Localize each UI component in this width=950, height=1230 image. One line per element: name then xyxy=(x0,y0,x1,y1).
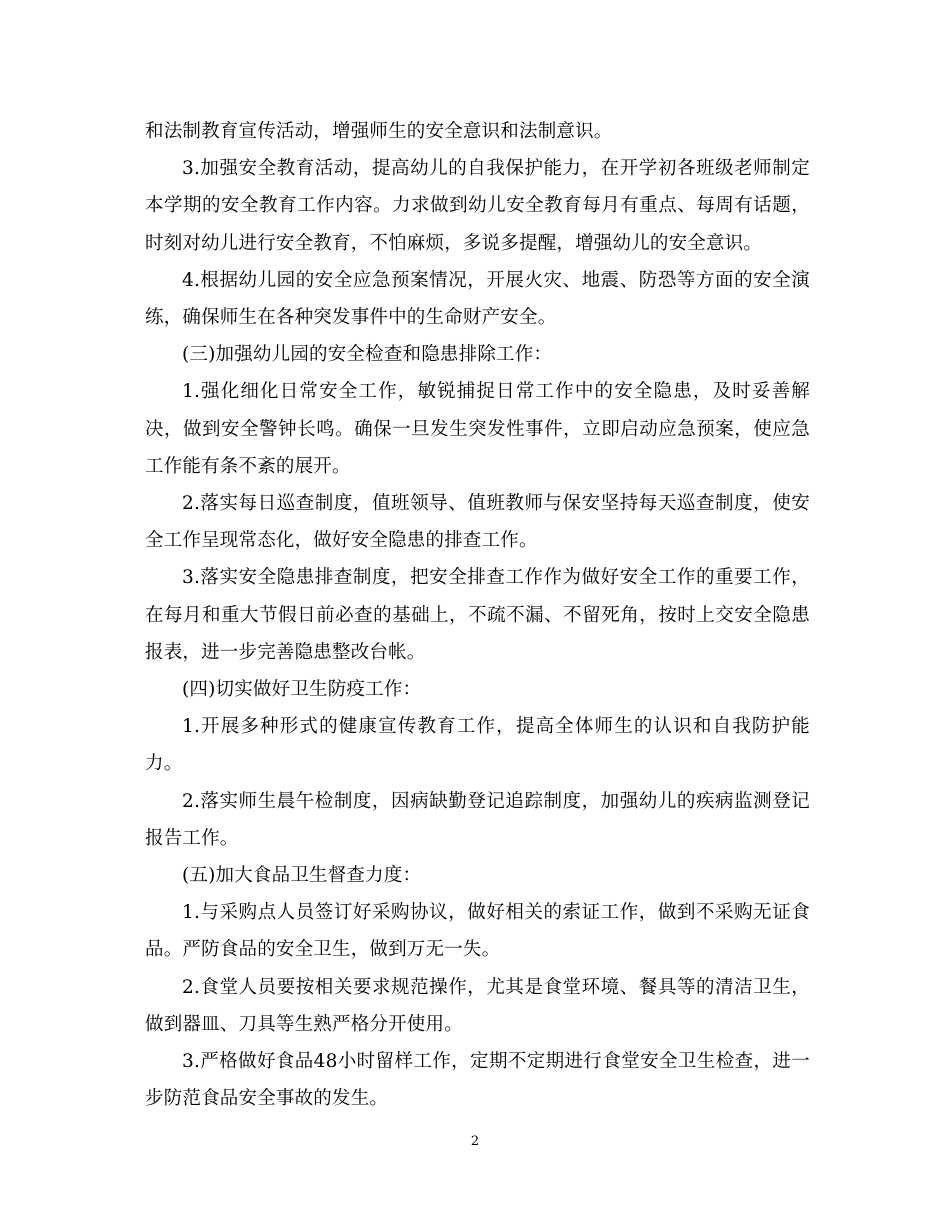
paragraph-item-2-daily-patrol: 2.落实每日巡查制度，值班领导、值班教师与保安坚持每天巡查制度，使安全工作呈现常态化，做好安全隐患的排查工作。 xyxy=(145,493,810,552)
paragraph-item-1-procurement: 1.与采购点人员签订好采购协议，做好相关的索证工作，做到不采购无证食品。严防食品的安全卫生，做到万无一失。 xyxy=(145,902,810,961)
paragraph-item-1-daily-safety: 1.强化细化日常安全工作，敏锐捕捉日常工作中的安全隐患，及时妥善解决，做到安全警钟长鸣。确保一旦发生突发性事件，立即启动应急预案，使应急工作能有条不紊的展开。 xyxy=(145,381,810,477)
paragraph-item-4-emergency-drill: 4.根据幼儿园的安全应急预案情况，开展火灾、地震、防恐等方面的安全演练，确保师生在各种突发事件中的生命财产安全。 xyxy=(145,269,810,329)
paragraph-item-3-hazard-check: 3.落实安全隐患排查制度，把安全排查工作作为做好安全工作的重要工作，在每月和重大节假日前必查的基础上，不疏不漏、不留死角，按时上交安全隐患报表，进一步完善隐患整改台帐。 xyxy=(145,567,810,663)
paragraph-item-3-food-samples: 3.严格做好食品48小时留样工作，定期不定期进行食堂安全卫生检查，进一步防范食品安全事故的发生。 xyxy=(145,1051,810,1110)
document-body xyxy=(145,113,810,1117)
section-heading-4: (四)切实做好卫生防疫工作： xyxy=(182,679,422,701)
paragraph-item-2-health-check: 2.落实师生晨午检制度，因病缺勤登记追踪制度，加强幼儿的疾病监测登记报告工作。 xyxy=(145,790,810,849)
paragraph-item-1-health-education: 1.开展多种形式的健康宣传教育工作，提高全体师生的认识和自我防护能力。 xyxy=(145,716,810,775)
section-heading-3: (三)加强幼儿园的安全检查和隐患排除工作： xyxy=(182,344,553,366)
page-number: 2 xyxy=(470,1134,480,1149)
paragraph-item-2-canteen-hygiene: 2.食堂人员要按相关要求规范操作，尤其是食堂环境、餐具等的清洁卫生，做到器皿、刀具等生熟严格分开使用。 xyxy=(145,976,810,1035)
section-heading-5: (五)加大食品卫生督查力度： xyxy=(182,865,422,887)
paragraph-continuation: 和法制教育宣传活动，增强师生的安全意识和法制意识。 xyxy=(145,121,613,142)
paragraph-item-3-safety-education: 3.加强安全教育活动，提高幼儿的自我保护能力，在开学初各班级老师制定本学期的安全教育工作内容。力求做到幼儿安全教育每月有重点、每周有话题，时刻对幼儿进行安全教育，不怕麻烦，多说多提醒，增强幼儿的安全意识。 xyxy=(145,158,810,254)
